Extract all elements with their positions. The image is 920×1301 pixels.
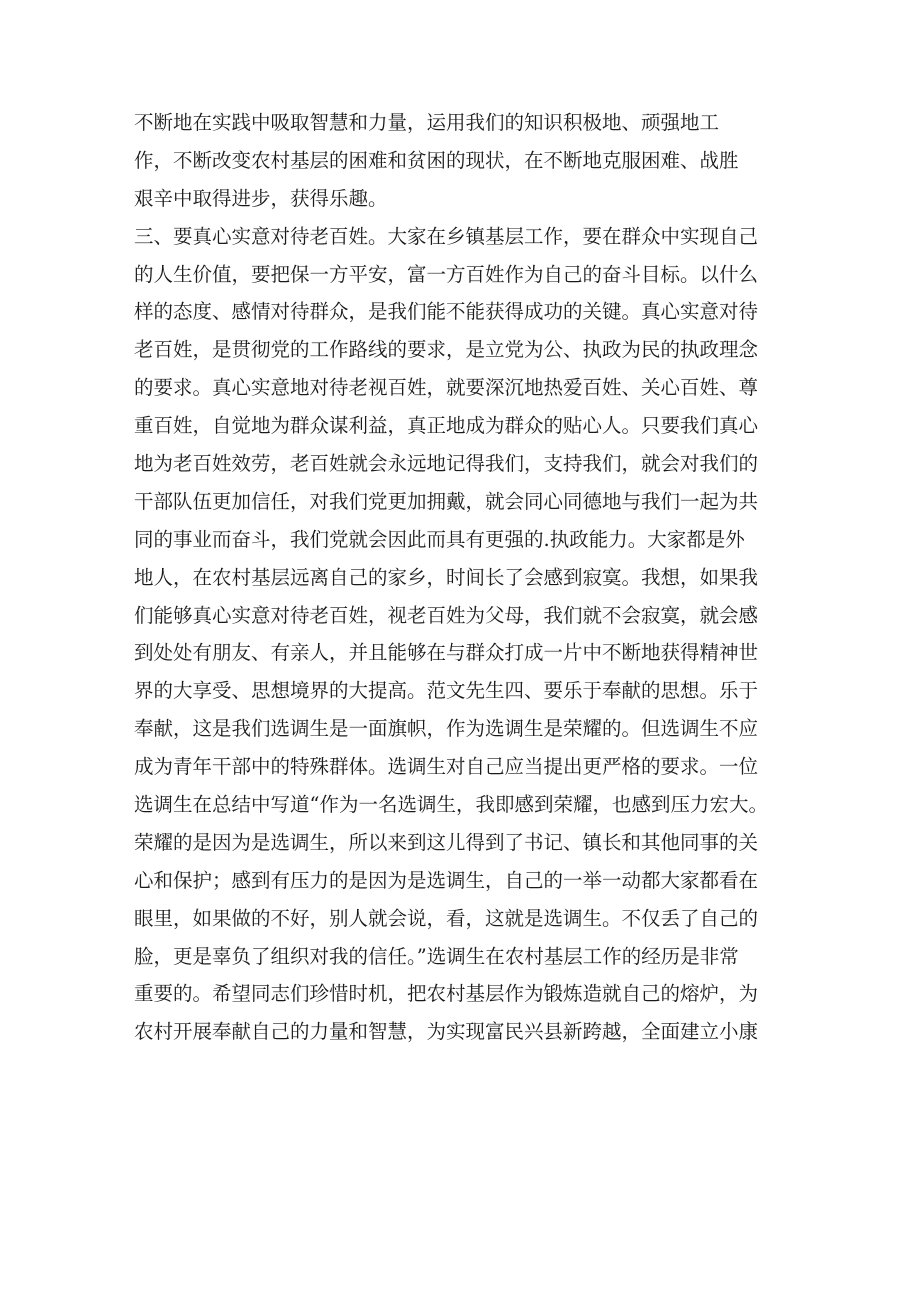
text-line: 重百姓，自觉地为群众谋利益，真正地成为群众的贴心人。只要我们真心 [134, 414, 759, 438]
text-line: 重要的。希望同志们珍惜时机，把农村基层作为锻炼造就自己的熔炉，为 [134, 982, 759, 1006]
text-line: 到处处有朋友、有亲人，并且能够在与群众打成一片中不断地获得精神世 [134, 641, 759, 665]
text-line: 同的事业而奋斗，我们党就会因此而具有更强的.执政能力。大家都是外 [134, 527, 745, 551]
text-line: 作，不断改变农村基层的困难和贫困的现状，在不断地克服困难、战胜 [134, 148, 739, 172]
text-line: 地人，在农村基层远离自己的家乡，时间长了会感到寂寞。我想，如果我 [134, 565, 759, 589]
text-line: 老百姓，是贯彻党的工作路线的要求，是立党为公、执政为民的执政理念 [134, 338, 759, 362]
text-line: 的要求。真心实意地对待老视百姓，就要深沉地热爱百姓、关心百姓、尊 [134, 376, 759, 400]
text-line: 奉献，这是我们选调生是一面旗帜，作为选调生是荣耀的。但选调生不应 [134, 717, 759, 741]
text-line: 三、要真心实意对待老百姓。大家在乡镇基层工作，要在群众中实现自己 [134, 224, 759, 248]
text-line: 样的态度、感情对待群众，是我们能不能获得成功的关键。真心实意对待 [134, 300, 759, 324]
text-line: 地为老百姓效劳，老百姓就会永远地记得我们，支持我们，就会对我们的 [134, 452, 759, 476]
body-text [134, 104, 794, 1051]
text-line: 界的大享受、思想境界的大提高。范文先生四、要乐于奉献的思想。乐于 [134, 679, 759, 703]
text-line: 的人生价值，要把保一方平安，富一方百姓作为自己的奋斗目标。以什么 [134, 262, 759, 286]
text-line: 成为青年干部中的特殊群体。选调生对自己应当提出更严格的要求。一位 [134, 755, 759, 779]
text-line: 干部队伍更加信任，对我们党更加拥戴，就会同心同德地与我们一起为共 [134, 489, 759, 513]
text-line: 心和保护；感到有压力的是因为是选调生，自己的一举一动都大家都看在 [134, 868, 759, 892]
text-line: 选调生在总结中写道“作为一名选调生，我即感到荣耀，也感到压力宏大。 [134, 793, 768, 817]
text-line: 眼里，如果做的不好，别人就会说，看，这就是选调生。不仅丢了自己的 [134, 906, 759, 930]
text-line: 荣耀的是因为是选调生，所以来到这儿得到了书记、镇长和其他同事的关 [134, 830, 759, 854]
text-line: 不断地在实践中吸取智慧和力量，运用我们的知识积极地、顽强地工 [134, 111, 720, 134]
text-line: 农村开展奉献自己的力量和智慧，为实现富民兴县新跨越，全面建立小康 [134, 1020, 759, 1044]
text-line: 艰辛中取得进步，获得乐趣。 [134, 186, 388, 210]
text-line: 们能够真心实意对待老百姓，视老百姓为父母，我们就不会寂寞，就会感 [134, 603, 759, 627]
text-line: 脸，更是辜负了组织对我的信任。”选调生在农村基层工作的经历是非常 [134, 944, 739, 968]
